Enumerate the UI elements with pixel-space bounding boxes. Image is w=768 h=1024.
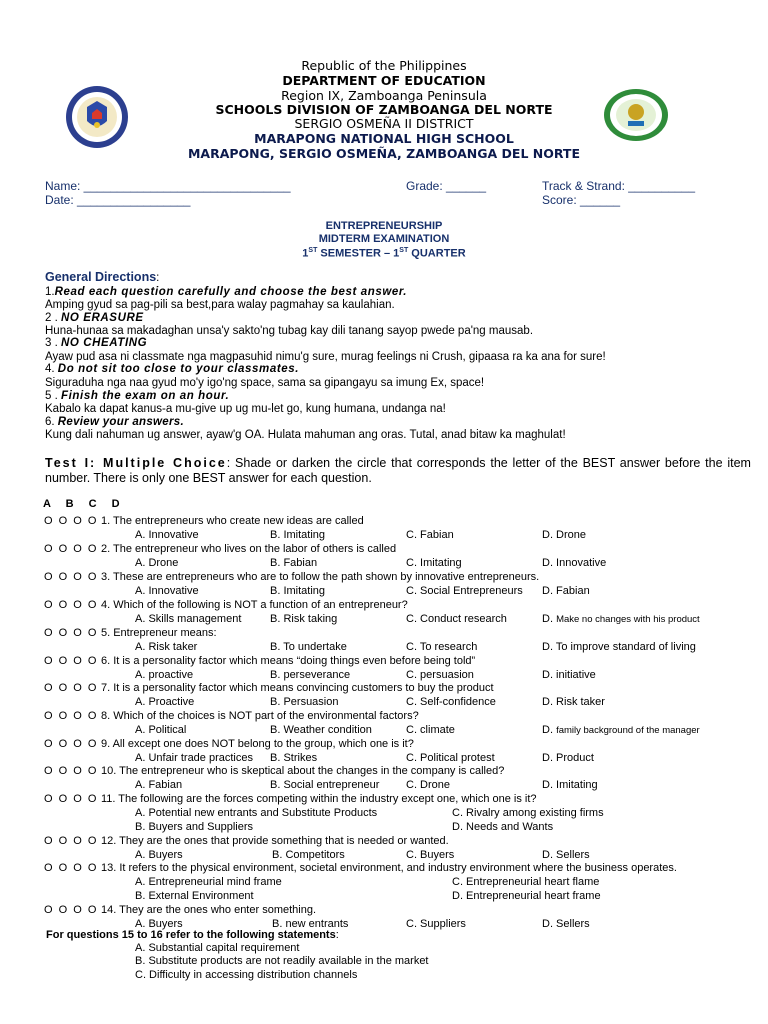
republic-line: Republic of the Philippines [301, 58, 467, 73]
option-c[interactable]: C. persuasion [406, 669, 474, 681]
option-c[interactable]: C. Social Entrepreneurs [406, 585, 523, 597]
option-c[interactable]: C. climate [406, 724, 455, 736]
option-d[interactable]: D. Needs and Wants [452, 821, 554, 833]
option-a[interactable]: A. Skills management [135, 613, 242, 625]
option-c[interactable]: C. Political protest [406, 752, 495, 764]
track-field[interactable]: Track & Strand: __________ [542, 179, 695, 193]
date-field[interactable]: Date: _________________ [45, 193, 191, 207]
direction-2: 2 . NO ERASURE [45, 312, 144, 324]
option-a[interactable]: A. Drone [135, 557, 179, 569]
answer-bubbles[interactable]: O O O O [44, 738, 98, 750]
grade-field[interactable]: Grade: ______ [406, 179, 487, 193]
option-c[interactable]: C. Suppliers [406, 918, 466, 930]
answer-letters: A B C D [43, 498, 126, 510]
option-a[interactable]: A. Buyers [135, 918, 183, 930]
address-line: MARAPONG, SERGIO OSMEÑA, ZAMBOANGA DEL NORTE [187, 146, 581, 161]
option-d[interactable]: D. Sellers [542, 849, 590, 861]
option-b[interactable]: B. Strikes [270, 752, 318, 764]
question-row[interactable] [44, 655, 475, 667]
subject-title: ENTREPRENEURSHIP [325, 220, 443, 232]
direction-3: 3 . NO CHEATING [45, 337, 148, 349]
direction-1-note: Amping gyud sa pag-pili sa best,para walay pagmahay sa kaulahian. [45, 299, 395, 311]
direction-5: 5 . Finish the exam on an hour. [45, 390, 230, 402]
question-text: 5. Entrepreneur means: [100, 627, 217, 639]
option-a[interactable]: A. Potential new entrants and Substitute Products [135, 807, 378, 819]
exam-type: MIDTERM EXAMINATION [318, 233, 450, 245]
question-text: 6. It is a personality factor which means “doing things even before being told” [100, 655, 476, 667]
option-c[interactable]: C. Rivalry among existing firms [452, 807, 604, 819]
option-a[interactable]: A. Buyers [135, 849, 183, 861]
direction-2-note: Huna-hunaa sa makadaghan unsa'y sakto'ng tubag kay dili tanang sayop pwede pa'ng mausab. [45, 325, 534, 337]
name-field[interactable]: Name: _______________________________ [45, 179, 291, 193]
option-d[interactable]: D. Sellers [542, 918, 590, 930]
question-row[interactable] [44, 515, 364, 527]
option-d[interactable]: D. To improve standard of living [542, 641, 696, 653]
question-text: 12. They are the ones that provide something that is needed or wanted. [100, 835, 449, 847]
question-row[interactable] [44, 904, 316, 916]
question-row[interactable] [44, 599, 408, 611]
division-line: SCHOOLS DIVISION OF ZAMBOANGA DEL NORTE [215, 102, 553, 117]
direction-6-note: Kung dali nahuman ug answer, ayaw'g OA. Hulata mahuman ang oras. Tutal, anad bitaw ka maghulat! [45, 429, 566, 441]
question-text: 8. Which of the choices is NOT part of the environmental factors? [100, 710, 419, 722]
answer-bubbles[interactable]: O O O O [44, 835, 98, 847]
option-d[interactable]: D. Risk taker [542, 696, 605, 708]
direction-4: 4. Do not sit too close to your classmates. [45, 363, 300, 375]
option-c[interactable]: C. Drone [406, 779, 451, 791]
statement-b: B. Substitute products are not readily available in the market [135, 955, 429, 967]
semester-line: 1ST SEMESTER – 1ST QUARTER [302, 247, 466, 260]
test-instructions: Test I: Multiple Choice: Shade or darken the circle that corresponds the letter of the BEST answer before the item number. There is only one BEST answer for each question. [45, 456, 751, 485]
option-a[interactable]: A. Innovative [135, 529, 199, 541]
direction-6: 6. Review your answers. [45, 416, 184, 428]
option-c[interactable]: C. Imitating [406, 557, 462, 569]
question-text: 14. They are the ones who enter something. [100, 904, 317, 916]
question-row[interactable] [44, 682, 494, 694]
option-b[interactable]: B. Persuasion [270, 696, 339, 708]
question-row[interactable] [44, 571, 539, 583]
answer-bubbles[interactable]: O O O O [44, 571, 98, 583]
region-line: Region IX, Zamboanga Peninsula [281, 88, 487, 103]
option-a[interactable]: A. Fabian [135, 779, 183, 791]
answer-bubbles[interactable]: O O O O [44, 793, 98, 805]
option-b[interactable]: B. Fabian [270, 557, 318, 569]
option-a[interactable]: A. Proactive [135, 696, 195, 708]
option-c[interactable]: C. To research [406, 641, 478, 653]
question-text: 7. It is a personality factor which means convincing customers to buy the product [100, 682, 494, 694]
option-b[interactable]: B. new entrants [272, 918, 349, 930]
answer-bubbles[interactable]: O O O O [44, 599, 98, 611]
answer-bubbles[interactable]: O O O O [44, 710, 98, 722]
option-b[interactable]: B. Competitors [272, 849, 345, 861]
question-text: 11. The following are the forces competing within the industry except one, which one is it? [100, 793, 537, 805]
option-c[interactable]: C. Fabian [406, 529, 454, 541]
answer-bubbles[interactable]: O O O O [44, 904, 98, 916]
option-b[interactable]: B. Weather condition [270, 724, 372, 736]
question-text: 4. Which of the following is NOT a function of an entrepreneur? [100, 599, 408, 611]
option-a[interactable]: A. Entrepreneurial mind frame [135, 876, 282, 888]
school-line: MARAPONG NATIONAL HIGH SCHOOL [254, 131, 514, 146]
option-b[interactable]: B. Buyers and Suppliers [135, 821, 254, 833]
option-d[interactable]: D. Imitating [542, 779, 598, 791]
option-d[interactable]: D. family background of the manager [542, 724, 700, 736]
direction-5-note: Kabalo ka dapat kanus-a mu-give up ug mu-let go, kung humana, undanga na! [45, 403, 446, 415]
answer-bubbles[interactable]: O O O O [44, 543, 98, 555]
option-d[interactable]: D. Make no changes with his product [542, 613, 700, 625]
question-row[interactable] [44, 793, 537, 805]
direction-3-note: Ayaw pud asa ni classmate nga magpasuhid nimu'g sure, murag feelings ni Crush, gipaasa ra ka ana for sure! [45, 351, 606, 363]
question-text: 2. The entrepreneur who lives on the labor of others is called [100, 543, 397, 555]
question-row[interactable] [44, 862, 677, 874]
option-c[interactable]: C. Buyers [406, 849, 455, 861]
statement-c: C. Difficulty in accessing distribution channels [135, 969, 358, 981]
question-text: 3. These are entrepreneurs who are to follow the path shown by innovative entrepreneurs. [100, 571, 540, 583]
option-b[interactable]: B. To undertake [270, 641, 347, 653]
question-text: 10. The entrepreneur who is skeptical about the changes in the company is called? [100, 765, 505, 777]
option-b[interactable]: B. Imitating [270, 585, 326, 597]
option-c[interactable]: C. Conduct research [406, 613, 507, 625]
answer-bubbles[interactable]: O O O O [44, 765, 98, 777]
option-d[interactable]: D. Drone [542, 529, 587, 541]
option-c[interactable]: C. Self-confidence [406, 696, 496, 708]
question-text: 1. The entrepreneurs who create new ideas are called [100, 515, 364, 527]
option-c[interactable]: C. Entrepreneurial heart flame [452, 876, 600, 888]
answer-bubbles[interactable]: O O O O [44, 627, 98, 639]
option-a[interactable]: A. proactive [135, 669, 194, 681]
option-b[interactable]: B. perseverance [270, 669, 351, 681]
score-field[interactable]: Score: ______ [542, 193, 621, 207]
answer-bubbles[interactable]: O O O O [44, 655, 98, 667]
option-a[interactable]: A. Innovative [135, 585, 199, 597]
department-line: DEPARTMENT OF EDUCATION [282, 73, 486, 88]
question-row[interactable] [44, 738, 414, 750]
option-d[interactable]: D. Innovative [542, 557, 607, 569]
answer-bubbles[interactable]: O O O O [44, 862, 98, 874]
statement-a: A. Substantial capital requirement [135, 942, 300, 954]
option-b[interactable]: B. Risk taking [270, 613, 338, 625]
option-b[interactable]: B. Imitating [270, 529, 326, 541]
option-a[interactable]: A. Risk taker [135, 641, 198, 653]
question-row[interactable] [44, 543, 396, 555]
question-row[interactable] [44, 627, 217, 639]
answer-bubbles[interactable]: O O O O [44, 515, 98, 527]
option-a[interactable]: A. Unfair trade practices [135, 752, 253, 764]
option-a[interactable]: A. Political [135, 724, 187, 736]
question-text: 9. All except one does NOT belong to the group, which one is it? [100, 738, 414, 750]
direction-1: 1.Read each question carefully and choose the best answer. [45, 286, 408, 298]
option-d[interactable]: D. Product [542, 752, 594, 764]
direction-4-note: Siguraduha nga naa gyud mo'y igo'ng space, sama sa gipangayu sa imung Ex, space! [45, 377, 485, 389]
answer-bubbles[interactable]: O O O O [44, 682, 98, 694]
question-row[interactable] [44, 835, 449, 847]
directions-heading: General Directions: [45, 270, 160, 284]
option-b[interactable]: B. Social entrepreneur [270, 779, 380, 791]
option-b[interactable]: B. External Environment [135, 890, 254, 902]
question-row[interactable] [44, 765, 504, 777]
question-text: 13. It refers to the physical environment, societal environment, and industry environment where the business operates. [100, 862, 677, 874]
option-d[interactable]: D. Fabian [542, 585, 590, 597]
question-note: For questions 15 to 16 refer to the following statements: [46, 929, 339, 941]
option-d[interactable]: D. initiative [542, 669, 596, 681]
option-d[interactable]: D. Entrepreneurial heart frame [452, 890, 601, 902]
question-row[interactable] [44, 710, 419, 722]
district-line: SERGIO OSMEÑA II DISTRICT [294, 116, 474, 131]
